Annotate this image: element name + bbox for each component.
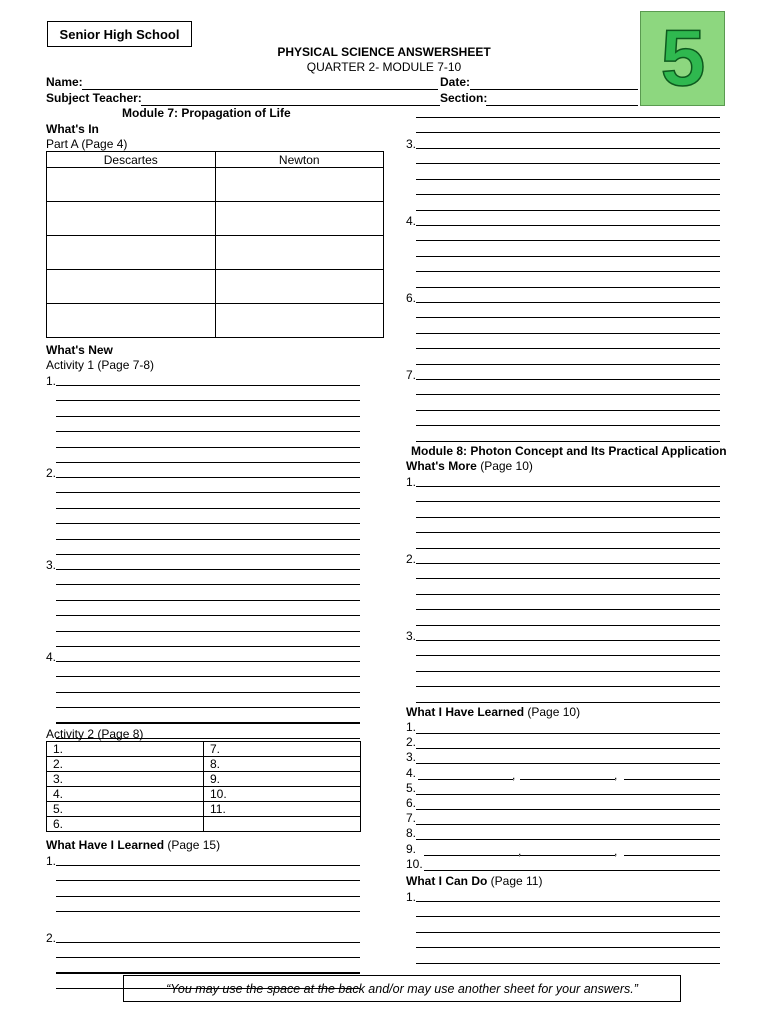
answer-line[interactable] <box>56 661 360 662</box>
answer-line[interactable] <box>416 410 720 411</box>
table-cell[interactable] <box>215 168 384 202</box>
table-cell[interactable] <box>215 304 384 338</box>
answer-line[interactable] <box>418 779 513 780</box>
answer-line[interactable] <box>56 896 360 897</box>
heading-page: (Page 11) <box>487 874 543 888</box>
answer-line[interactable] <box>416 394 720 395</box>
item-number: 1. <box>406 890 417 904</box>
activity2-label: Activity 2 (Page 8) <box>46 727 144 741</box>
answer-line[interactable] <box>56 600 360 601</box>
answer-cell[interactable]: 2. <box>47 757 204 772</box>
answer-line[interactable] <box>416 686 720 687</box>
answer-line[interactable] <box>56 477 360 478</box>
answer-line[interactable] <box>56 569 360 570</box>
answer-line[interactable] <box>56 447 360 448</box>
answer-cell[interactable]: 11. <box>204 802 361 817</box>
part-a-label: Part A (Page 4) <box>46 137 128 151</box>
answer-line[interactable] <box>416 517 720 518</box>
answer-line[interactable] <box>624 779 720 780</box>
answer-line[interactable] <box>416 256 720 257</box>
comma-separator: , <box>512 767 516 782</box>
item-number: 2. <box>46 931 57 945</box>
answer-line[interactable] <box>424 855 519 856</box>
answer-line[interactable] <box>416 240 720 241</box>
answer-cell[interactable]: 1. <box>47 742 204 757</box>
item-number: 3. <box>406 629 417 643</box>
answer-line[interactable] <box>416 501 720 502</box>
answer-line[interactable] <box>416 932 720 933</box>
sheet-subtitle: QUARTER 2- MODULE 7-10 <box>306 60 462 74</box>
answer-line[interactable] <box>56 676 360 677</box>
answer-line[interactable] <box>56 631 360 632</box>
heading-page: (Page 10) <box>476 459 533 473</box>
answer-line[interactable] <box>424 870 720 871</box>
answer-line[interactable] <box>416 148 720 149</box>
item-number: 4. <box>46 650 57 664</box>
answer-cell[interactable]: 5. <box>47 802 204 817</box>
heading-bold: What I Can Do <box>406 874 488 888</box>
answer-line[interactable] <box>520 855 615 856</box>
answer-line[interactable] <box>56 646 360 647</box>
answer-line[interactable] <box>416 748 720 749</box>
answer-line[interactable] <box>56 880 360 881</box>
answer-line[interactable] <box>416 225 720 226</box>
table-cell[interactable] <box>47 202 216 236</box>
answer-line[interactable] <box>56 972 360 973</box>
answer-line[interactable] <box>416 655 720 656</box>
answer-line[interactable] <box>56 584 360 585</box>
answer-line[interactable] <box>56 738 360 739</box>
section-field[interactable] <box>486 105 638 106</box>
answer-line[interactable] <box>56 911 360 912</box>
answer-line[interactable] <box>416 809 720 810</box>
module7-title: Module 7: Propagation of Life <box>122 106 291 120</box>
item-number: 9. <box>406 841 417 856</box>
what-have-learned-heading <box>46 838 220 852</box>
descartes-newton-table <box>46 151 384 338</box>
comma-separator: , <box>614 767 618 782</box>
answer-cell[interactable]: 3. <box>47 772 204 787</box>
item-number: 3. <box>46 558 57 572</box>
item-number: 4. <box>406 765 417 780</box>
answer-line[interactable] <box>416 132 720 133</box>
table-cell[interactable] <box>47 236 216 270</box>
col-newton: Newton <box>215 152 384 168</box>
svg-text:5: 5 <box>660 18 705 99</box>
answer-line[interactable] <box>416 947 720 948</box>
item-number: 4. <box>406 214 417 228</box>
item-number: 7. <box>406 368 417 382</box>
heading-bold: What's More <box>406 459 477 473</box>
date-field[interactable] <box>470 89 638 90</box>
answer-cell[interactable] <box>204 817 361 832</box>
what-learned-heading <box>406 705 580 719</box>
comma-separator: , <box>518 843 522 858</box>
table-cell[interactable] <box>47 168 216 202</box>
answer-line[interactable] <box>416 563 720 564</box>
activity1-label: Activity 1 (Page 7-8) <box>46 358 155 372</box>
answer-line[interactable] <box>416 963 720 964</box>
item-number: 6. <box>406 291 417 305</box>
answer-line[interactable] <box>416 671 720 672</box>
answer-line[interactable] <box>416 578 720 579</box>
item-number: 1. <box>46 854 57 868</box>
answer-line[interactable] <box>56 957 360 958</box>
answer-line[interactable] <box>416 379 720 380</box>
answer-line[interactable] <box>56 431 360 432</box>
item-number: 1. <box>406 720 417 734</box>
answer-line[interactable] <box>416 117 720 118</box>
table-cell[interactable] <box>215 236 384 270</box>
item-number: 7. <box>406 811 417 826</box>
answer-line[interactable] <box>416 348 720 349</box>
answer-cell[interactable]: 8. <box>204 757 361 772</box>
answer-line[interactable] <box>416 916 720 917</box>
answer-line[interactable] <box>56 416 360 417</box>
answer-line[interactable] <box>56 508 360 509</box>
whats-more-heading <box>406 459 533 473</box>
answer-cell[interactable]: 10. <box>204 787 361 802</box>
answer-line[interactable] <box>416 824 720 825</box>
answer-line[interactable] <box>56 707 360 708</box>
date-label: Date: <box>440 75 471 89</box>
answer-cell[interactable]: 7. <box>204 742 361 757</box>
answer-line[interactable] <box>56 615 360 616</box>
badge-number-icon <box>648 19 718 99</box>
heading-bold: What I Have Learned <box>406 705 525 719</box>
sheet-title: PHYSICAL SCIENCE ANSWERSHEET <box>277 45 491 59</box>
answer-line[interactable] <box>416 548 720 549</box>
answer-cell[interactable]: 6. <box>47 817 204 832</box>
answer-line[interactable] <box>520 779 615 780</box>
item-number: 8. <box>406 826 417 841</box>
answer-line[interactable] <box>416 901 720 902</box>
answer-line[interactable] <box>416 271 720 272</box>
item-number: 2. <box>46 466 57 480</box>
name-field[interactable] <box>82 89 438 90</box>
col-descartes: Descartes <box>47 152 216 168</box>
answer-line[interactable] <box>416 302 720 303</box>
item-number: 1. <box>406 475 417 489</box>
teacher-label: Subject Teacher: <box>46 91 142 105</box>
answer-line[interactable] <box>416 486 720 487</box>
answer-line[interactable] <box>56 865 360 866</box>
answer-line[interactable] <box>416 839 720 840</box>
item-number: 2. <box>406 552 417 566</box>
answer-line[interactable] <box>416 287 720 288</box>
answer-line[interactable] <box>416 594 720 595</box>
answer-line[interactable] <box>416 194 720 195</box>
answer-line[interactable] <box>56 539 360 540</box>
answer-cell[interactable]: 4. <box>47 787 204 802</box>
heading-page: (Page 15) <box>164 838 221 852</box>
answer-line[interactable] <box>56 554 360 555</box>
table-cell[interactable] <box>215 202 384 236</box>
answer-line[interactable] <box>624 855 720 856</box>
answer-line[interactable] <box>416 763 720 764</box>
answer-line[interactable] <box>56 492 360 493</box>
answer-line[interactable] <box>56 692 360 693</box>
whats-in-heading: What's In <box>46 122 99 136</box>
item-number: 3. <box>406 750 417 765</box>
table-cell[interactable] <box>215 270 384 304</box>
answer-line[interactable] <box>56 942 360 943</box>
answer-line[interactable] <box>416 425 720 426</box>
item-number: 5. <box>406 780 417 795</box>
what-can-do-heading <box>406 874 542 888</box>
answer-line[interactable] <box>416 609 720 610</box>
answer-line[interactable] <box>416 441 720 442</box>
answer-line[interactable] <box>56 385 360 386</box>
answer-line[interactable] <box>416 333 720 334</box>
table-cell[interactable] <box>47 270 216 304</box>
footer-note: “You may use the space at the back and/or may use another sheet for your answers.” <box>123 975 681 1002</box>
heading-page: (Page 10) <box>524 705 581 719</box>
answer-line[interactable] <box>56 523 360 524</box>
name-label: Name: <box>46 75 83 89</box>
answer-line[interactable] <box>416 733 720 734</box>
heading-bold: What Have I Learned <box>46 838 165 852</box>
module-badge <box>640 11 725 106</box>
table-cell[interactable] <box>47 304 216 338</box>
activity2-table <box>46 741 361 832</box>
answer-line[interactable] <box>56 462 360 463</box>
whats-new-heading: What's New <box>46 343 113 357</box>
answer-line[interactable] <box>416 364 720 365</box>
item-number: 6. <box>406 796 417 810</box>
school-label: Senior High School <box>47 21 192 47</box>
answer-line[interactable] <box>56 400 360 401</box>
answer-line[interactable] <box>416 702 720 703</box>
answer-cell[interactable]: 9. <box>204 772 361 787</box>
item-number: 1. <box>46 374 57 388</box>
answer-line[interactable] <box>416 794 720 795</box>
answer-line[interactable] <box>416 532 720 533</box>
answer-line[interactable] <box>416 317 720 318</box>
answer-line[interactable] <box>416 210 720 211</box>
item-number: 2. <box>406 735 417 750</box>
comma-separator: , <box>614 843 618 858</box>
section-label: Section: <box>440 91 488 105</box>
answer-line[interactable] <box>416 163 720 164</box>
answer-line[interactable] <box>56 722 360 723</box>
module8-title: Module 8: Photon Concept and Its Practical Application <box>411 444 727 458</box>
answer-line[interactable] <box>416 625 720 626</box>
item-number: 10. <box>406 856 423 871</box>
answer-line[interactable] <box>416 640 720 641</box>
answer-line[interactable] <box>416 179 720 180</box>
item-number: 3. <box>406 137 417 151</box>
